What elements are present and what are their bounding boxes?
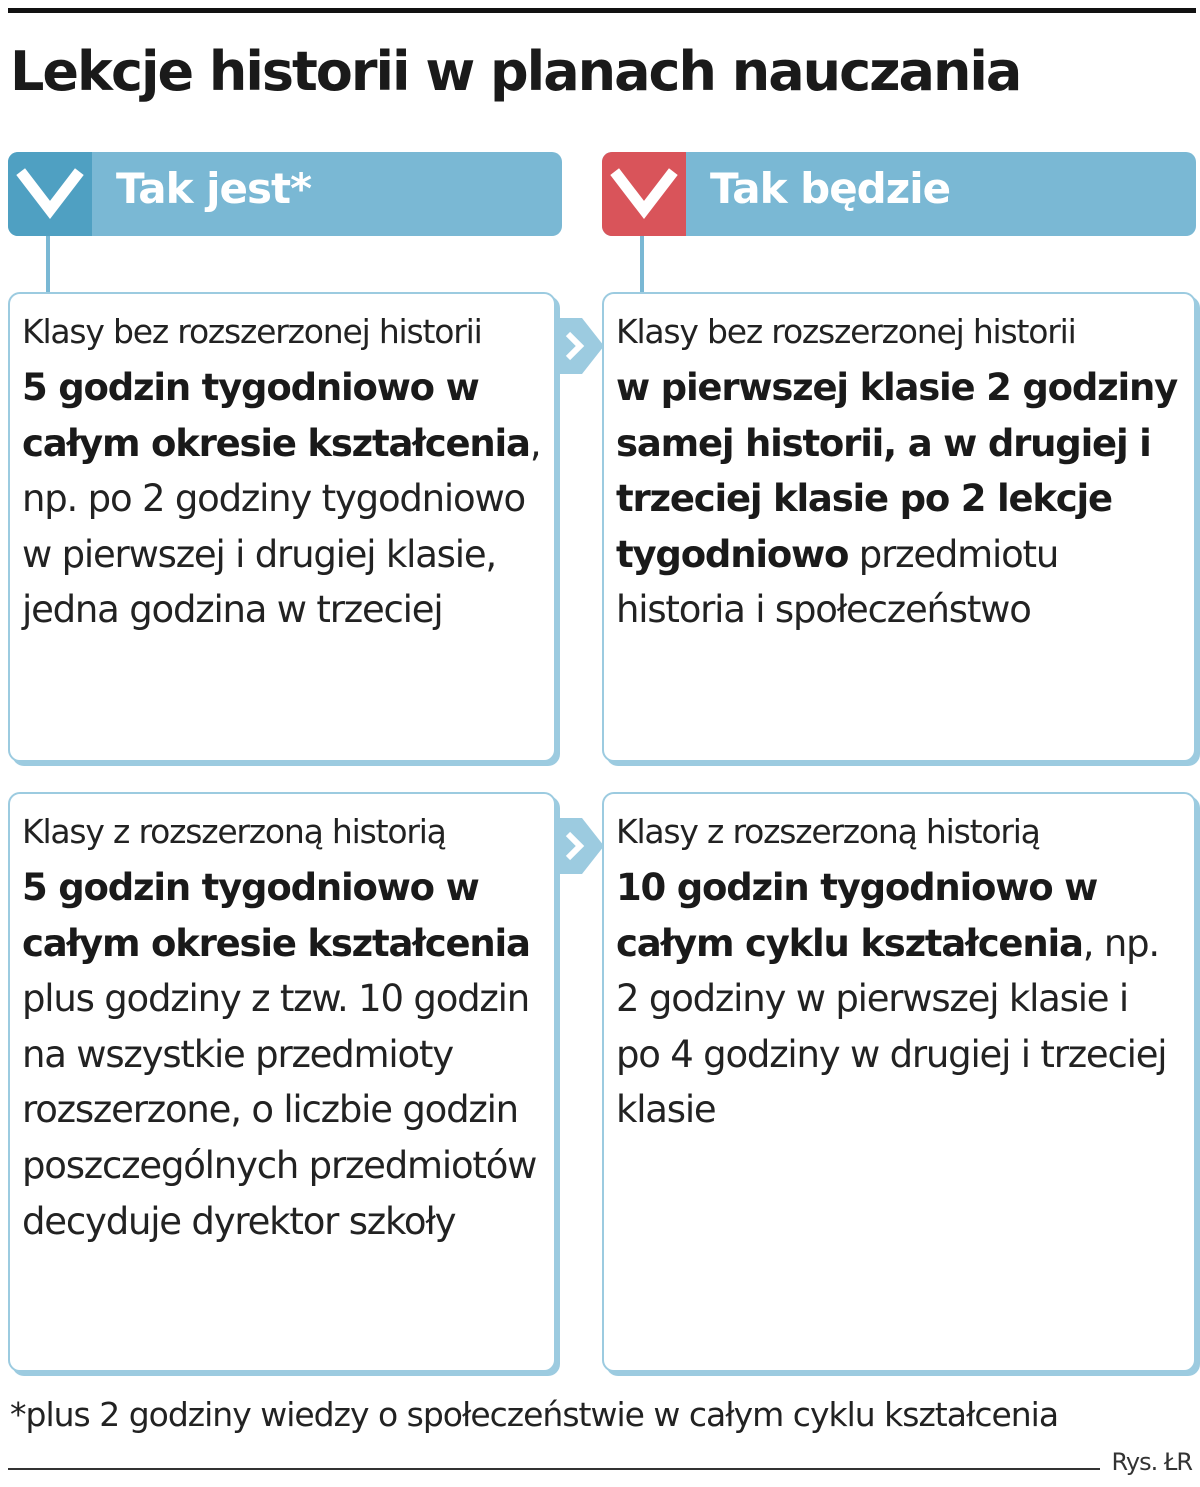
header-current — [8, 152, 562, 236]
card-text — [616, 360, 1182, 638]
bottom-rule — [8, 1468, 1100, 1470]
connector-future — [640, 236, 644, 292]
card-rest-text: przedmiotu historia i społeczeństwo — [616, 532, 1059, 632]
connector-current — [46, 236, 50, 292]
card-future-row2 — [602, 792, 1196, 1372]
card-text — [22, 860, 542, 1249]
page-title: Lekcje historii w planach nauczania — [10, 40, 1021, 103]
credit: Rys. ŁR — [1111, 1448, 1192, 1476]
card-lead: Klasy bez rozszerzonej historii — [616, 312, 1076, 351]
card-bold-text: 5 godzin tygodniowo w całym okresie kształcenia — [22, 866, 530, 965]
header-future — [602, 152, 1196, 236]
card-current-row1 — [8, 292, 556, 762]
card-future-row1 — [602, 292, 1196, 762]
header-label-current: Tak jest* — [116, 164, 312, 213]
card-rest-text: plus godziny z tzw. 10 godzin na wszystkie przedmioty rozszerzone, o liczbie godzin poszczególnych przedmiotów decyduje dyrektor szkoły — [22, 977, 537, 1243]
header-label-future: Tak będzie — [710, 164, 951, 213]
footnote: *plus 2 godziny wiedzy o społeczeństwie w całym cyklu kształcenia — [10, 1395, 1059, 1434]
card-lead: Klasy z rozszerzoną historią — [22, 812, 446, 851]
check-icon — [8, 152, 92, 236]
card-bold-text: w pierwszej klasie 2 godziny samej historii, a w drugiej i trzeciej klasie po 2 lekcje tygodniowo — [616, 366, 1178, 576]
card-text — [616, 860, 1182, 1138]
top-rule — [8, 8, 1196, 13]
card-bold-text: 10 godzin tygodniowo w całym cyklu kształcenia — [616, 866, 1098, 965]
card-lead: Klasy z rozszerzoną historią — [616, 812, 1040, 851]
card-rest-text: , np. po 2 godziny tygodniowo w pierwszej i drugiej klasie, jedna godzina w trzeciej — [22, 421, 541, 632]
card-text — [22, 360, 542, 638]
card-lead: Klasy bez rozszerzonej historii — [22, 312, 482, 351]
chevron-right-icon — [554, 318, 604, 374]
check-icon — [602, 152, 686, 236]
card-bold-text: 5 godzin tygodniowo w całym okresie kształcenia — [22, 366, 530, 465]
chevron-right-icon — [554, 818, 604, 874]
card-current-row2 — [8, 792, 556, 1372]
card-rest-text: , np. 2 godziny w pierwszej klasie i po 4 godziny w drugiej i trzeciej klasie — [616, 921, 1167, 1132]
